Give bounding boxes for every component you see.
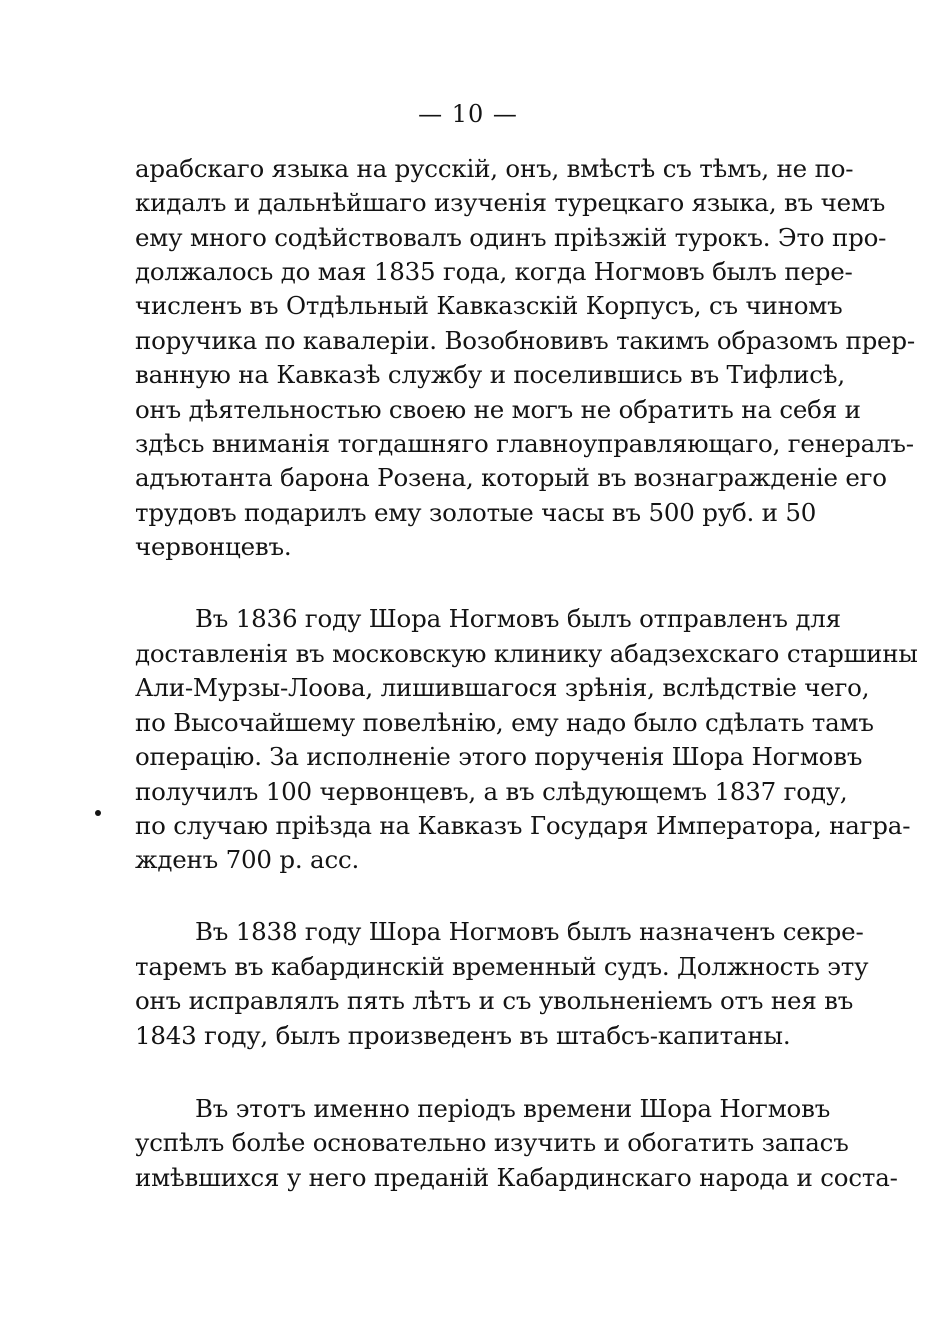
page-number: — 10 — (418, 100, 518, 128)
paragraph-1-line-2: кидалъ и дальнѣйшаго изученія турецкаго языка, въ чемъ (135, 188, 886, 217)
paragraph-2-line-2: доставленія въ московскую клинику абадзехскаго старшины (135, 639, 918, 668)
paragraph-1-line-12: червонцевъ. (135, 532, 292, 561)
paragraph-3-line-2: таремъ въ кабардинскій временный судъ. Должность эту (135, 952, 869, 981)
paragraph-2-line-3: Али-Мурзы-Лоова, лишившагося зрѣнія, вслѣдствіе чего, (135, 673, 870, 702)
paragraph-3-line-4: 1843 году, былъ произведенъ въ штабсъ-капитаны. (135, 1021, 791, 1050)
paragraph-3-line-3: онъ исправлялъ пять лѣтъ и съ увольненіемъ отъ нея въ (135, 986, 854, 1015)
paragraph-2-line-8: жденъ 700 р. асс. (135, 845, 360, 874)
paragraph-1-line-11: трудовъ подарилъ ему золотые часы въ 500 руб. и 50 (135, 498, 817, 527)
paragraph-1-line-1: арабскаго языка на русскій, онъ, вмѣстѣ съ тѣмъ, не по- (135, 154, 854, 183)
paragraph-4-line-1: Въ этотъ именно періодъ времени Шора Ногмовъ (195, 1094, 831, 1123)
paragraph-2-line-1: Въ 1836 году Шора Ногмовъ былъ отправленъ для (195, 604, 841, 633)
paragraph-1-line-9: здѣсь вниманія тогдашняго главноуправляющаго, генералъ- (135, 429, 914, 458)
paragraph-1-line-4: должалось до мая 1835 года, когда Ногмовъ былъ пере- (135, 257, 853, 286)
paragraph-2-line-6: получилъ 100 червонцевъ, а въ слѣдующемъ 1837 году, (135, 777, 848, 806)
paragraph-1-line-6: поручика по кавалеріи. Возобновивъ такимъ образомъ прер- (135, 326, 915, 355)
stray-dot-mark (95, 810, 101, 816)
paragraph-4-line-2: успѣлъ болѣе основательно изучить и обогатить запасъ (135, 1128, 849, 1157)
paragraph-1-line-7: ванную на Кавказѣ службу и поселившись въ Тифлисѣ, (135, 360, 845, 389)
paragraph-2-line-5: операцію. За исполненіе этого порученія Шора Ногмовъ (135, 742, 863, 771)
paragraph-1-line-10: адъютанта барона Розена, который въ вознагражденіе его (135, 463, 887, 492)
paragraph-1-line-3: ему много содѣйствовалъ одинъ пріѣзжій турокъ. Это про- (135, 223, 887, 252)
paragraph-2-line-7: по случаю пріѣзда на Кавказъ Государя Императора, награ- (135, 811, 911, 840)
paragraph-1-line-8: онъ дѣятельностью своею не могъ не обратить на себя и (135, 395, 861, 424)
paragraph-3-line-1: Въ 1838 году Шора Ногмовъ былъ назначенъ секре- (195, 917, 864, 946)
paragraph-4-line-3: имѣвшихся у него преданій Кабардинскаго народа и соста- (135, 1163, 898, 1192)
paragraph-2-line-4: по Высочайшему повелѣнію, ему надо было сдѣлать тамъ (135, 708, 874, 737)
paragraph-1-line-5: численъ въ Отдѣльный Кавказскій Корпусъ, съ чиномъ (135, 291, 843, 320)
